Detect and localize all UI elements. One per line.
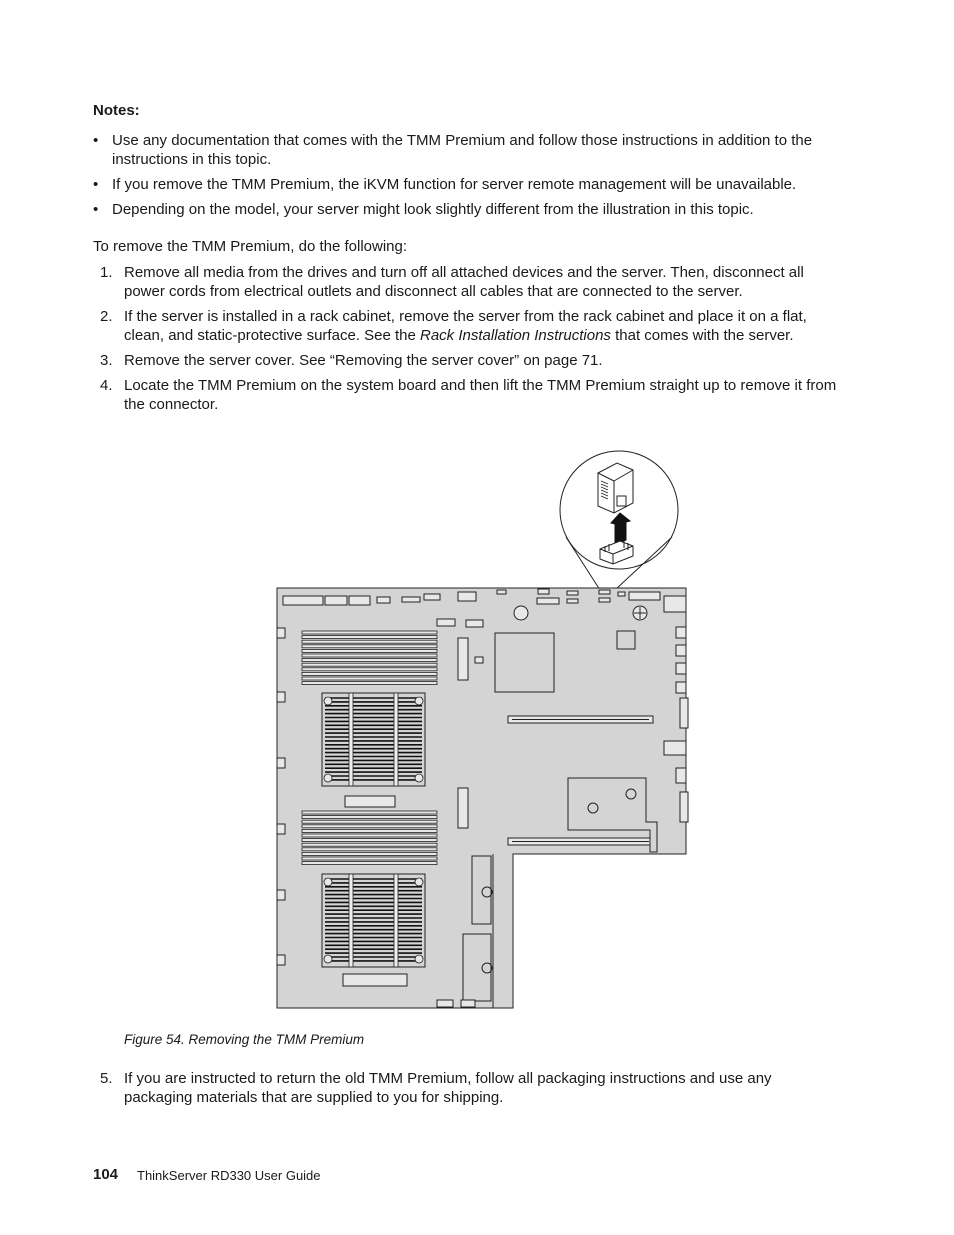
screw-icon <box>324 774 332 782</box>
dimm-slot <box>302 839 437 842</box>
note-item <box>93 175 843 195</box>
step-number: 1. <box>100 264 113 281</box>
bullet-icon: • <box>93 176 99 193</box>
dimm-slot <box>302 640 437 643</box>
dimm-slot <box>302 834 437 837</box>
screw-icon <box>324 955 332 963</box>
figure-caption: Figure 54. Removing the TMM Premium <box>124 1032 365 1047</box>
page-number: 104 <box>93 1166 119 1183</box>
tmm-premium-module <box>598 463 633 513</box>
dimm-slot <box>302 811 437 814</box>
dimm-slot <box>302 852 437 855</box>
dimm-slot <box>302 636 437 639</box>
step-text: If the server is installed in a rack cabinet, remove the server from the rack cabinet and place it on a flat, clean, and static-protective surface. See the Rack Installation Instructions that comes with the server. <box>124 308 807 344</box>
step-item <box>100 263 845 303</box>
dimm-slot <box>302 654 437 657</box>
chipset <box>495 633 554 692</box>
dimm-slot <box>302 862 437 865</box>
dimm-slot <box>302 631 437 634</box>
step-item <box>100 376 845 416</box>
dimm-slot <box>302 645 437 648</box>
dimm-slot <box>302 848 437 851</box>
note-item <box>93 200 843 220</box>
dimm-slot <box>302 843 437 846</box>
note-text: If you remove the TMM Premium, the iKVM function for server remote management will be unavailable. <box>112 176 797 193</box>
step-number: 5. <box>100 1070 113 1087</box>
dimm-slot <box>302 649 437 652</box>
footer-doc-title: ThinkServer RD330 User Guide <box>137 1168 321 1183</box>
dimm-slot <box>302 672 437 675</box>
bullet-icon: • <box>93 132 99 149</box>
step-number: 3. <box>100 352 113 369</box>
dimm-slot <box>302 663 437 666</box>
bullet-icon: • <box>93 201 99 218</box>
dimm-slot <box>302 829 437 832</box>
note-item <box>93 131 843 171</box>
dimm-slot <box>302 816 437 819</box>
screw-icon <box>415 697 423 705</box>
tmm-slot <box>599 598 610 602</box>
screw-icon <box>415 774 423 782</box>
step-number: 2. <box>100 308 113 325</box>
dimm-slot <box>302 825 437 828</box>
step-item <box>100 1069 845 1109</box>
step-item <box>100 307 845 347</box>
dimm-slot <box>302 677 437 680</box>
notes-heading: Notes: <box>93 102 140 119</box>
step-item <box>100 351 845 371</box>
step-text: Locate the TMM Premium on the system board and then lift the TMM Premium straight up to remove it from the connector. <box>124 377 837 413</box>
screw-icon <box>324 878 332 886</box>
procedure-intro: To remove the TMM Premium, do the following: <box>93 238 408 255</box>
dimm-slot <box>302 668 437 671</box>
step-text: If you are instructed to return the old TMM Premium, follow all packaging instructions and use any packaging materials that are supplied to you for shipping. <box>124 1070 772 1106</box>
note-text: Use any documentation that comes with the TMM Premium and follow those instructions in addition to the instructions in this topic. <box>112 132 813 168</box>
step-number: 4. <box>100 377 113 394</box>
step-text: Remove the server cover. See “Removing the server cover” on page 71. <box>124 352 603 369</box>
dimm-slot <box>302 857 437 860</box>
system-board-illustration <box>270 445 700 1015</box>
dimm-slot <box>302 820 437 823</box>
screw-icon <box>415 878 423 886</box>
screw-icon <box>324 697 332 705</box>
dimm-slot <box>302 682 437 685</box>
rack-guide-title: Rack Installation Instructions <box>420 327 611 344</box>
dimm-slot <box>302 659 437 662</box>
note-text: Depending on the model, your server might look slightly different from the illustration in this topic. <box>112 201 754 218</box>
screw-icon <box>415 955 423 963</box>
step-text: Remove all media from the drives and turn off all attached devices and the server. Then, disconnect all power cords from electrical outlets and disconnect all cables that are connected to the server. <box>124 264 804 300</box>
